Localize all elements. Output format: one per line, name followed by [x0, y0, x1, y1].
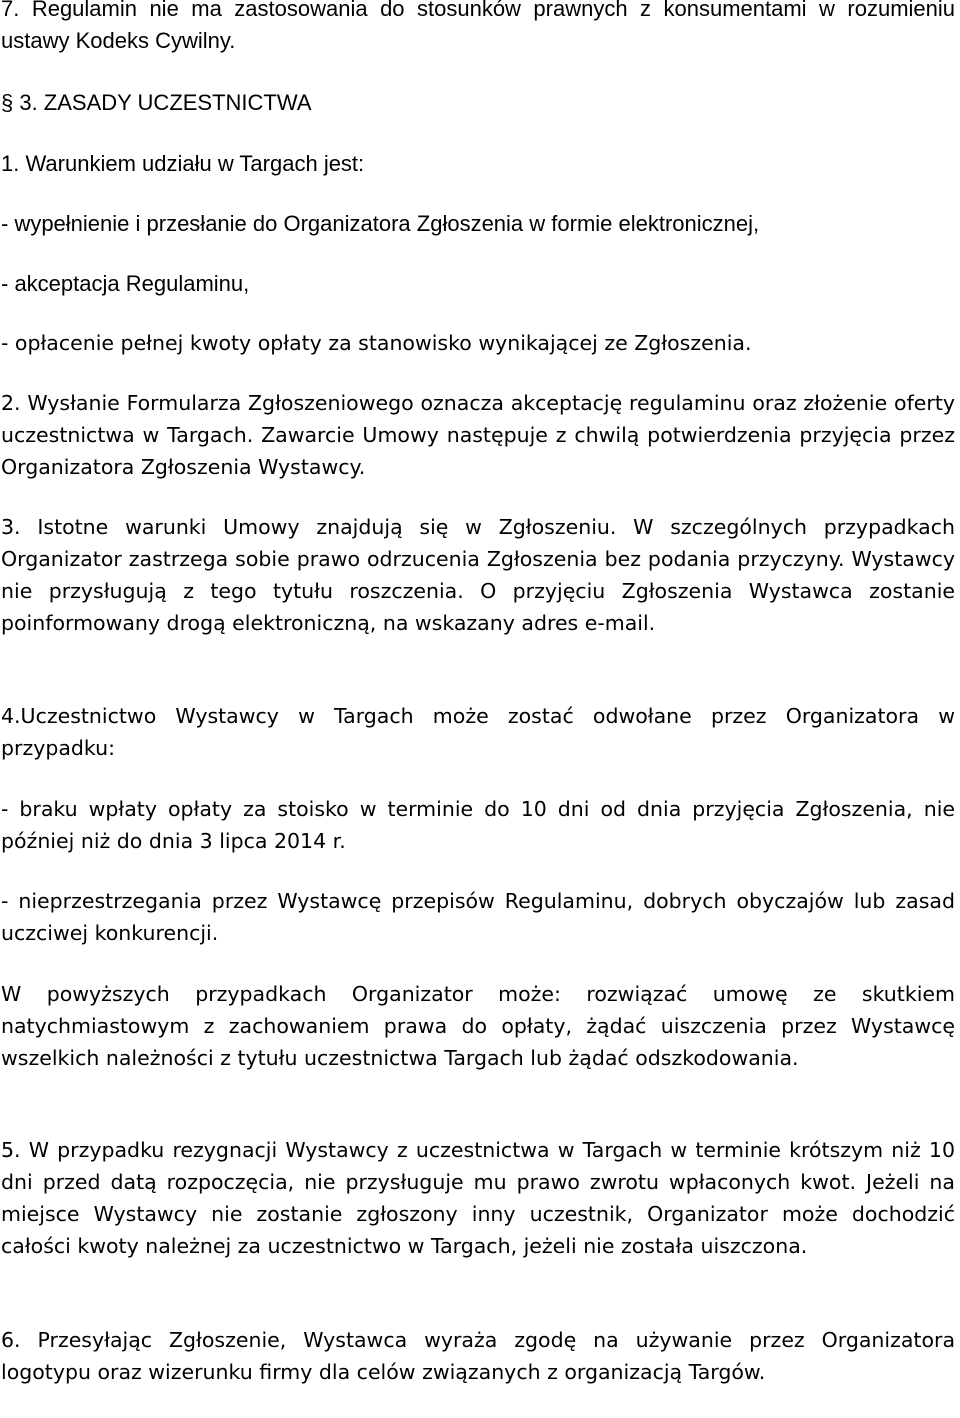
point-2: 2. Wysłanie Formularza Zgłoszeniowego oznacza akceptację regulaminu oraz złożenie oferty uczestnictwa w Targach. Zawarcie Umowy następuje z chwilą potwierdzenia przyjęcia przez Organizatora Zgłoszenia Wystawcy.: [1, 391, 955, 479]
point-1-item: - wypełnienie i przesłanie do Organizatora Zgłoszenia w formie elektronicznej,: [1, 211, 760, 236]
point-5: 5. W przypadku rezygnacji Wystawcy z uczestnictwa w Targach w terminie krótszym niż 10 dni przed datą rozpoczęcia, nie przysługuje mu prawo zwrotu wpłaconych kwot. Jeżeli na miejsce Wystawcy nie zostanie zgłoszony inny uczestnik, Organizator może dochodzić całości kwoty należnej za uczestnictwo w Targach, jeżeli nie została uiszczona.: [1, 1138, 955, 1258]
paragraph-7: 7. Regulamin nie ma zastosowania do stosunków prawnych z konsumentami w rozumieniu ustawy Kodeks Cywilny.: [1, 0, 955, 53]
point-1-item: - opłacenie pełnej kwoty opłaty za stanowisko wynikającej ze Zgłoszenia.: [1, 331, 752, 355]
section-3-heading: § 3. ZASADY UCZESTNICTWA: [1, 90, 312, 115]
point-3: 3. Istotne warunki Umowy znajdują się w Zgłoszeniu. W szczególnych przypadkach Organizator zastrzega sobie prawo odrzucenia Zgłoszenia bez podania przyczyny. Wystawcy nie przysługują z tego tytułu roszczenia. O przyjęciu Zgłoszenia Wystawca zostanie poinformowany drogą elektroniczną, na wskazany adres e-mail.: [1, 515, 955, 635]
point-6: 6. Przesyłając Zgłoszenie, Wystawca wyraża zgodę na używanie przez Organizatora logotypu oraz wizerunku firmy dla celów związanych z organizacją Targów.: [1, 1328, 955, 1384]
point-1-intro: 1. Warunkiem udziału w Targach jest:: [1, 151, 365, 176]
point-4-item: - nieprzestrzegania przez Wystawcę przepisów Regulaminu, dobrych obyczajów lub zasad uczciwej konkurencji.: [1, 889, 955, 945]
point-4-item: - braku wpłaty opłaty za stoisko w terminie do 10 dni od dnia przyjęcia Zgłoszenia, nie później niż do dnia 3 lipca 2014 r.: [1, 797, 955, 853]
point-4-intro: 4.Uczestnictwo Wystawcy w Targach może zostać odwołane przez Organizatora w przypadku:: [1, 704, 955, 760]
point-4-consequence: W powyższych przypadkach Organizator może: rozwiązać umowę ze skutkiem natychmiastowym z zachowaniem prawa do opłaty, żądać uiszczenia przez Wystawcę wszelkich należności z tytułu uczestnictwa Targach lub żądać odszkodowania.: [1, 982, 955, 1070]
point-1-item: - akceptacja Regulaminu,: [1, 271, 250, 296]
